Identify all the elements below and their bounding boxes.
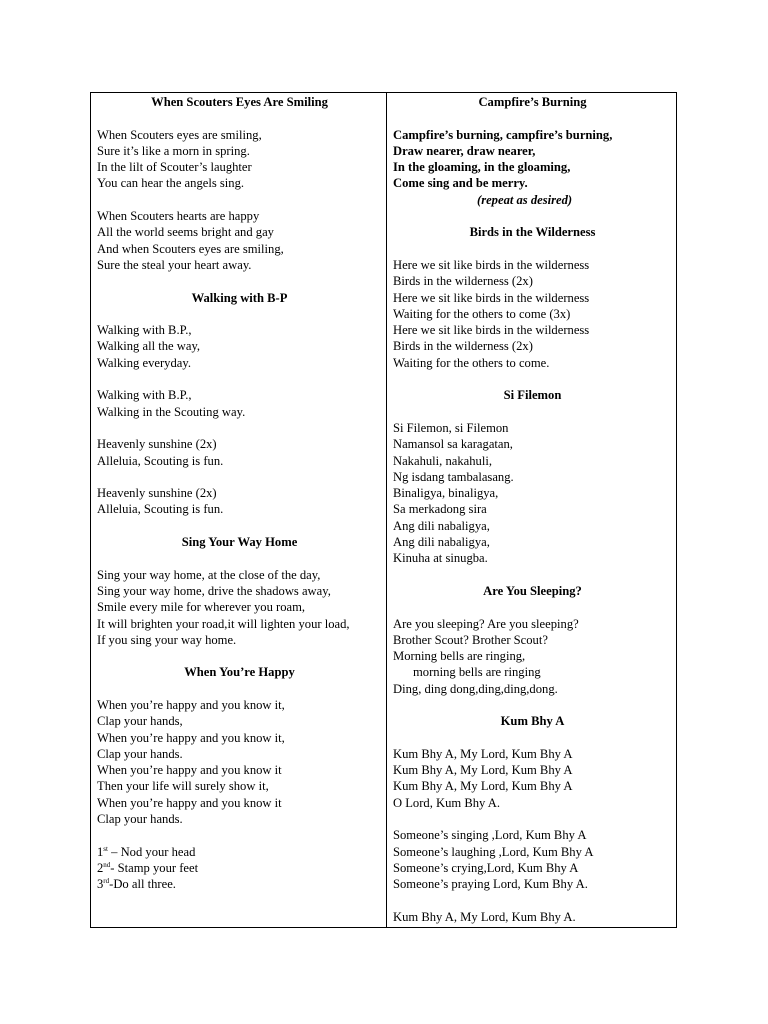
lyric-line: Walking in the Scouting way. xyxy=(97,404,246,419)
lyric-line: Birds in the wilderness (2x) xyxy=(393,274,533,289)
lyric-line: Draw nearer, draw nearer, xyxy=(393,143,536,158)
lyric-line: Someone’s praying Lord, Kum Bhy A. xyxy=(393,877,588,892)
song-when-youre-happy xyxy=(97,664,382,892)
lyric-line: When you’re happy and you know it xyxy=(97,795,282,810)
action-line: 3rd-Do all three. xyxy=(97,877,176,892)
lyric-line: Waiting for the others to come. xyxy=(393,355,550,370)
lyric-line: In the lilt of Scouter’s laughter xyxy=(97,160,252,175)
lyric-line: Walking with B.P., xyxy=(97,323,192,338)
lyric-line: Are you sleeping? Are you sleeping? xyxy=(393,616,579,631)
lyric-line: Someone’s singing ,Lord, Kum Bhy A xyxy=(393,828,587,843)
lyric-line: When Scouters eyes are smiling, xyxy=(97,127,262,142)
action-line: 1st – Nod your head xyxy=(97,844,196,859)
lyric-line: When Scouters hearts are happy xyxy=(97,209,260,224)
lyric-line: In the gloaming, in the gloaming, xyxy=(393,160,571,175)
lyric-line: Ang dili nabaligya, xyxy=(393,518,490,533)
lyric-line: Walking all the way, xyxy=(97,339,201,354)
lyric-line: Then your life will surely show it, xyxy=(97,779,269,794)
song-when-scouters-eyes xyxy=(97,94,382,273)
lyric-line: And when Scouters eyes are smiling, xyxy=(97,241,284,256)
lyric-line: Heavenly sunshine (2x) xyxy=(97,437,217,452)
lyric-line: Clap your hands, xyxy=(97,714,183,729)
lyric-line: Sa merkadong sira xyxy=(393,502,487,517)
song-title: Walking with B-P xyxy=(191,290,288,305)
song-title: Si Filemon xyxy=(503,388,562,403)
lyric-line: Come sing and be merry. xyxy=(393,176,528,191)
lyric-line: Si Filemon, si Filemon xyxy=(393,420,509,435)
lyric-line: When you’re happy and you know it, xyxy=(97,697,285,712)
lyric-line: Morning bells are ringing, xyxy=(393,649,526,664)
lyric-line: Heavenly sunshine (2x) xyxy=(97,486,217,501)
lyric-line: Kum Bhy A, My Lord, Kum Bhy A xyxy=(393,779,573,794)
song-title: When You’re Happy xyxy=(184,665,295,680)
song-si-filemon xyxy=(393,387,672,566)
lyric-line: Walking with B.P., xyxy=(97,388,192,403)
lyric-line: Walking everyday. xyxy=(97,355,191,370)
lyric-line: Kinuha at sinugba. xyxy=(393,551,488,566)
song-are-you-sleeping xyxy=(393,583,672,697)
lyric-line: Alleluia, Scouting is fun. xyxy=(97,502,224,517)
lyric-line: Campfire’s burning, campfire’s burning, xyxy=(393,127,613,142)
song-title: Kum Bhy A xyxy=(500,714,565,729)
lyric-line: Namansol sa karagatan, xyxy=(393,437,513,452)
lyric-line: Sing your way home, drive the shadows away, xyxy=(97,583,331,598)
lyric-line: morning bells are ringing xyxy=(413,665,541,680)
lyric-line: All the world seems bright and gay xyxy=(97,225,274,240)
song-sing-your-way-home xyxy=(97,534,382,648)
song-walking-with-bp xyxy=(97,290,382,518)
lyric-line: Ang dili nabaligya, xyxy=(393,535,490,550)
song-title: Are You Sleeping? xyxy=(483,583,582,598)
lyric-line: Someone’s crying,Lord, Kum Bhy A xyxy=(393,860,579,875)
lyric-line: Smile every mile for wherever you roam, xyxy=(97,600,306,615)
lyric-line: Sure it’s like a morn in spring. xyxy=(97,143,250,158)
lyric-line: Here we sit like birds in the wilderness xyxy=(393,290,590,305)
songbook-table xyxy=(90,92,677,928)
lyric-line: Ng isdang tambalasang. xyxy=(393,469,514,484)
lyric-line: Clap your hands. xyxy=(97,746,183,761)
song-title: When Scouters Eyes Are Smiling xyxy=(151,95,328,109)
lyric-line: Brother Scout? Brother Scout? xyxy=(393,632,548,647)
lyric-line: When you’re happy and you know it, xyxy=(97,730,285,745)
lyric-line: Here we sit like birds in the wilderness xyxy=(393,323,590,338)
lyric-line: Someone’s laughing ,Lord, Kum Bhy A xyxy=(393,844,594,859)
lyric-line: You can hear the angels sing. xyxy=(97,176,245,191)
left-column xyxy=(91,93,387,927)
lyric-line: Sure the steal your heart away. xyxy=(97,257,252,272)
lyric-line: Kum Bhy A, My Lord, Kum Bhy A xyxy=(393,746,573,761)
lyric-line: Birds in the wilderness (2x) xyxy=(393,339,533,354)
lyric-line: Ding, ding dong,ding,ding,dong. xyxy=(393,681,558,696)
right-column xyxy=(387,93,676,927)
lyric-line: O Lord, Kum Bhy A. xyxy=(393,795,501,810)
lyric-line: If you sing your way home. xyxy=(97,632,237,647)
lyric-line: Alleluia, Scouting is fun. xyxy=(97,453,224,468)
lyric-line: Kum Bhy A, My Lord, Kum Bhy A xyxy=(393,763,573,778)
song-campfires-burning xyxy=(393,94,672,208)
lyric-line: Clap your hands. xyxy=(97,812,183,827)
lyric-line: It will brighten your road,it will lighten your load, xyxy=(97,616,350,631)
lyric-line: Nakahuli, nakahuli, xyxy=(393,453,492,468)
lyric-line: Waiting for the others to come (3x) xyxy=(393,306,571,321)
lyric-line: When you’re happy and you know it xyxy=(97,763,282,778)
action-line: 2nd- Stamp your feet xyxy=(97,860,199,875)
song-title: Campfire’s Burning xyxy=(478,95,587,109)
repeat-note: (repeat as desired) xyxy=(477,192,573,207)
lyric-line: Sing your way home, at the close of the day, xyxy=(97,567,321,582)
song-birds-in-wilderness xyxy=(393,224,672,371)
song-kum-bhy-a xyxy=(393,713,672,925)
lyric-line: Binaligya, binaligya, xyxy=(393,486,499,501)
lyric-line: Kum Bhy A, My Lord, Kum Bhy A. xyxy=(393,909,576,924)
lyric-line: Here we sit like birds in the wilderness xyxy=(393,257,590,272)
song-title: Birds in the Wilderness xyxy=(469,225,596,240)
song-title: Sing Your Way Home xyxy=(181,535,298,550)
